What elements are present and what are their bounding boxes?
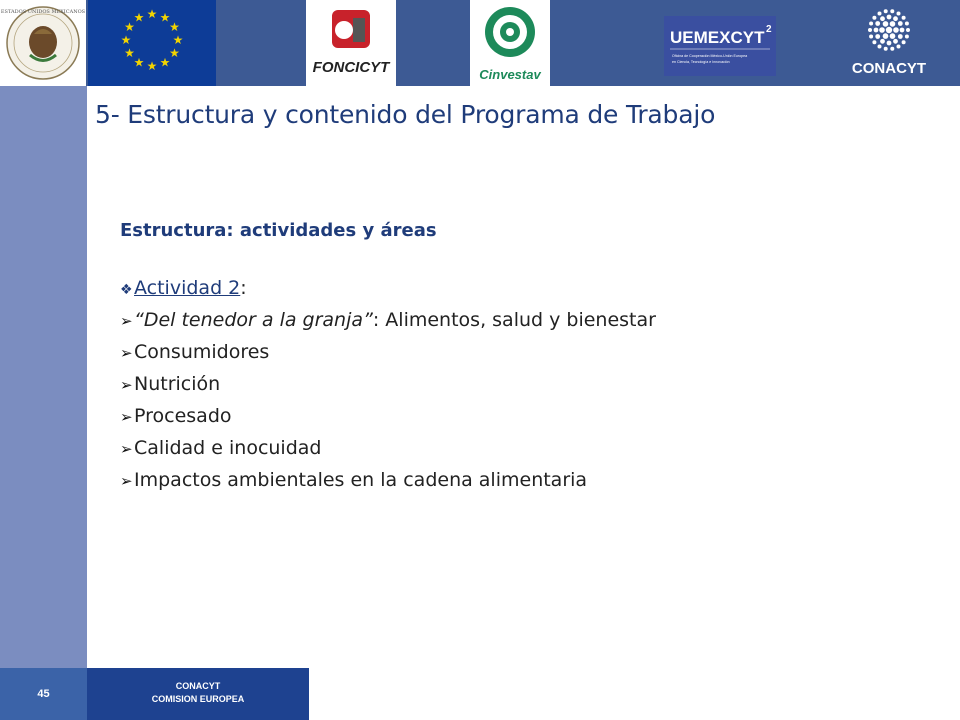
- list-item-label: Nutrición: [134, 373, 221, 395]
- conacyt-dot: [898, 34, 903, 39]
- uemexcyt-wordmark: UEMEXCYT: [670, 28, 765, 47]
- conacyt-dot: [905, 35, 909, 39]
- page-number: 45: [37, 688, 50, 700]
- eu-star-icon: ★: [124, 46, 135, 60]
- footer-line-1: CONACYT: [175, 681, 221, 691]
- list-item-label: Consumidores: [134, 341, 270, 363]
- conacyt-dot: [902, 16, 906, 20]
- conacyt-dot: [905, 22, 909, 26]
- conacyt-dot: [874, 28, 879, 33]
- list-item: [120, 368, 900, 400]
- european-union-flag-logo: [88, 0, 216, 86]
- conacyt-dot: [890, 33, 896, 39]
- conacyt-dot: [887, 15, 892, 20]
- eu-star-icon: ★: [169, 46, 180, 60]
- arrow-bullet-icon: ➢: [120, 440, 133, 458]
- conacyt-dot: [872, 16, 876, 20]
- conacyt-dot: [906, 28, 910, 32]
- eu-star-icon: ★: [146, 59, 158, 73]
- eu-star-icon: ★: [159, 10, 171, 25]
- mexico-seal-text: ESTADOS UNIDOS MEXICANOS: [0, 9, 86, 15]
- svg-text:en Ciencia, Tecnología e Innov: en Ciencia, Tecnología e Innovación: [672, 60, 730, 64]
- activity-line: [120, 272, 900, 304]
- conacyt-dot: [902, 40, 906, 44]
- conacyt-dot: [893, 39, 898, 44]
- arrow-bullet-icon: ➢: [120, 312, 133, 330]
- eu-star-icon: ★: [124, 20, 135, 34]
- conacyt-dot: [878, 45, 882, 49]
- foncicyt-wordmark: FONCICYT: [312, 59, 390, 76]
- slide-content: [120, 218, 900, 496]
- arrow-bullet-icon: ➢: [120, 376, 133, 394]
- list-item-label: Procesado: [134, 405, 232, 427]
- conacyt-dot: [897, 12, 901, 16]
- conacyt-dot: [883, 33, 889, 39]
- cinvestav-logo: [470, 0, 550, 86]
- conacyt-dot: [869, 35, 873, 39]
- conacyt-dot: [893, 27, 899, 33]
- conacyt-dot: [872, 40, 876, 44]
- conacyt-dot: [875, 21, 880, 26]
- slide-title: 5- Estructura y contenido del Programa de Trabajo: [95, 100, 716, 129]
- conacyt-logo: [844, 0, 934, 86]
- conacyt-dot: [869, 22, 873, 26]
- conacyt-dot: [897, 45, 901, 49]
- conacyt-dot: [887, 41, 892, 46]
- eu-star-icon: ★: [120, 33, 132, 47]
- eu-star-icon: ★: [146, 7, 158, 21]
- activity-suffix: :: [240, 277, 247, 299]
- conacyt-dot: [884, 9, 888, 13]
- eu-star-icon: ★: [169, 20, 180, 34]
- conacyt-dot: [890, 9, 894, 13]
- list-item: [120, 336, 900, 368]
- conacyt-dot: [879, 27, 885, 33]
- conacyt-dot: [878, 12, 882, 16]
- conacyt-dot: [898, 21, 903, 26]
- arrow-bullet-icon: ➢: [120, 472, 133, 490]
- conacyt-dot: [884, 47, 888, 51]
- list-item: [120, 400, 900, 432]
- conacyt-dot: [900, 28, 905, 33]
- arrow-bullet-icon: ➢: [120, 408, 133, 426]
- uemexcyt-logo: [664, 16, 776, 76]
- lead-item: [120, 304, 900, 336]
- conacyt-dot: [883, 21, 889, 27]
- list-item-label: Calidad e inocuidad: [134, 437, 322, 459]
- conacyt-dot: [875, 34, 880, 39]
- header-logo-strip: [0, 0, 960, 86]
- diamond-bullet-icon: ❖: [120, 282, 133, 298]
- activity-label: Actividad 2: [134, 277, 241, 299]
- svg-text:Oficina de Cooperación México-: Oficina de Cooperación México-Unión Europea: [672, 54, 748, 58]
- conacyt-dot: [893, 16, 898, 21]
- conacyt-wordmark: CONACYT: [851, 60, 927, 77]
- uemexcyt-superscript: 2: [766, 24, 772, 35]
- eu-star-icon: ★: [133, 10, 145, 25]
- foncicyt-logo: [306, 0, 396, 86]
- arrow-bullet-icon: ➢: [120, 344, 133, 362]
- conacyt-dot: [886, 27, 892, 33]
- list-item: [120, 464, 900, 496]
- conacyt-dot: [880, 16, 885, 21]
- conacyt-dot: [880, 39, 885, 44]
- conacyt-dot: [868, 28, 872, 32]
- lead-item-rest: : Alimentos, salud y bienestar: [372, 309, 656, 331]
- left-sidebar-band: [0, 86, 87, 668]
- cinvestav-wordmark: Cinvestav: [479, 67, 541, 82]
- eu-star-icon: ★: [159, 55, 171, 70]
- list-item: [120, 432, 900, 464]
- eu-star-icon: ★: [133, 55, 145, 70]
- section-subtitle: Estructura: actividades y áreas: [120, 220, 437, 241]
- mexico-seal-logo: [0, 0, 86, 86]
- list-item-label: Impactos ambientales en la cadena alimentaria: [134, 469, 588, 491]
- lead-item-quote: “Del tenedor a la granja”: [134, 309, 373, 331]
- eu-star-icon: ★: [172, 33, 184, 47]
- conacyt-dot: [890, 47, 894, 51]
- footer-line-2: COMISION EUROPEA: [151, 694, 245, 704]
- conacyt-dot: [890, 21, 896, 27]
